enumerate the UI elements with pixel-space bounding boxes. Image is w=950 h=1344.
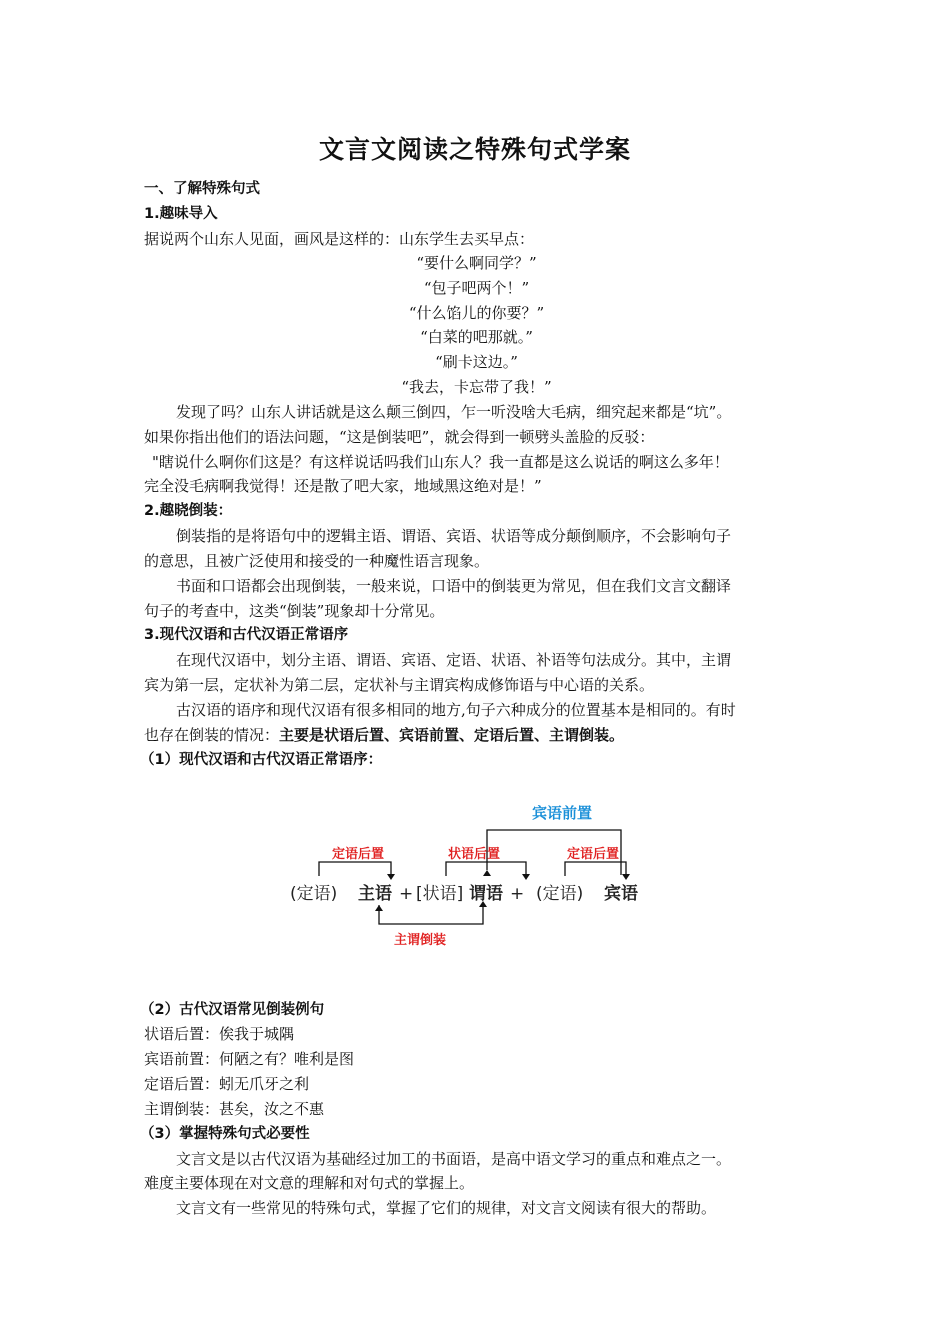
example-item: 定语后置：蚓无爪牙之利	[144, 1075, 310, 1093]
paragraph: 据说两个山东人见面，画风是这样的：山东学生去买早点：	[144, 230, 535, 248]
paragraph: 倒装指的是将语句中的逻辑主语、谓语、宾语、状语等成分颠倒顺序，不会影响句子	[176, 527, 732, 545]
formula-row	[290, 883, 638, 904]
paragraph: 的意思，且被广泛使用和接受的一种魔性语言现象。	[144, 552, 490, 570]
example-item: 状语后置：俟我于城隅	[144, 1025, 295, 1043]
label-attr-post-left: 定语后置	[331, 847, 385, 862]
arrowhead	[522, 874, 530, 880]
formula-subject: 主语	[358, 884, 392, 904]
paragraph: "瞎说什么啊你们这是？有这样说话吗我们山东人？我一直都是这么说话的啊这么多年！	[152, 453, 729, 471]
word-order-diagram	[280, 790, 660, 960]
bracket-attr-post-left	[319, 862, 391, 876]
formula-attr: (定语)	[536, 884, 584, 904]
label-adv-post: 状语后置	[447, 847, 501, 862]
sub-heading-2: （2）古代汉语常见倒装例句	[140, 1002, 325, 1018]
dialog-line: “什么馅儿的你要？”	[408, 304, 545, 322]
formula-plus: +	[510, 884, 525, 904]
label-object-front: 宾语前置	[531, 804, 593, 822]
dialog-line: “我去，卡忘带了我！”	[401, 378, 552, 396]
paragraph: 文言文有一些常见的特殊句式，掌握了它们的规律，对文言文阅读有很大的帮助。	[176, 1199, 717, 1217]
dialog-line: “刷卡这边。”	[435, 353, 518, 371]
paragraph	[144, 723, 809, 747]
paragraph: 书面和口语都会出现倒装，一般来说，口语中的倒装更为常见，但在我们文言文翻译	[176, 577, 732, 595]
sub-heading-1: （1）现代汉语和古代汉语正常语序：	[140, 752, 383, 768]
dialog-line: “包子吧两个！”	[423, 279, 530, 297]
sub-heading-3: （3）掌握特殊句式必要性	[140, 1126, 310, 1142]
example-item: 宾语前置：何陋之有？唯利是图	[144, 1050, 355, 1068]
arrowhead	[483, 870, 491, 876]
page-title: 文言文阅读之特殊句式学案	[318, 135, 631, 164]
paragraph: 在现代汉语中，划分主语、谓语、宾语、定语、状语、补语等句法成分。其中，主谓	[176, 651, 732, 669]
text-bold-emphasis: 主要是状语后置、宾语前置、定语后置、主谓倒装。	[279, 726, 625, 744]
paragraph: 完全没毛病啊我觉得！还是散了吧大家，地域黑这绝对是！”	[144, 477, 542, 495]
dialog-line: “白菜的吧那就。”	[420, 328, 533, 346]
paragraph: 文言文是以古代汉语为基础经过加工的书面语，是高中语文学习的重点和难点之一。	[176, 1150, 732, 1168]
subsection-heading-inversion: 2.趣晓倒装：	[144, 503, 233, 519]
paragraph: 句子的考查中，这类“倒装”现象却十分常见。	[144, 602, 445, 620]
paragraph: 如果你指出他们的语法问题，“这是倒装吧”，就会得到一顿劈头盖脸的反驳：	[144, 428, 655, 446]
formula-plus: +	[399, 884, 414, 904]
subsection-heading-word-order: 3.现代汉语和古代汉语正常语序	[144, 627, 349, 643]
arrowhead	[375, 905, 383, 911]
label-attr-post-right: 定语后置	[566, 847, 620, 862]
formula-predicate: 谓语	[469, 884, 503, 904]
dialog-line: “要什么啊同学？”	[416, 254, 537, 272]
label-subj-pred-inv: 主谓倒装	[393, 933, 447, 948]
subsection-heading-fun-intro: 1.趣味导入	[144, 206, 218, 222]
arrowhead	[622, 874, 630, 880]
paragraph: 古汉语的语序和现代汉语有很多相同的地方,句子六种成分的位置基本是相同的。有时	[176, 701, 736, 719]
bracket-attr-post-right	[565, 862, 626, 876]
text-normal: 也存在倒装的情况：	[144, 726, 280, 744]
paragraph: 难度主要体现在对文意的理解和对句式的掌握上。	[144, 1174, 475, 1192]
example-item: 主谓倒装：甚矣，汝之不惠	[144, 1100, 325, 1118]
formula-object: 宾语	[604, 884, 638, 904]
formula-adv: [状语]	[416, 884, 464, 904]
formula-attr: (定语)	[290, 884, 338, 904]
paragraph: 宾为第一层，定状补为第二层，定状补与主谓宾构成修饰语与中心语的关系。	[144, 676, 655, 694]
paragraph: 发现了吗？山东人讲话就是这么颠三倒四，乍一听没啥大毛病，细究起来都是“坑”。	[176, 403, 732, 421]
arrowhead	[387, 874, 395, 880]
bracket-subj-pred-inv	[379, 905, 483, 924]
section-heading-1: 一、了解特殊句式	[144, 181, 260, 197]
